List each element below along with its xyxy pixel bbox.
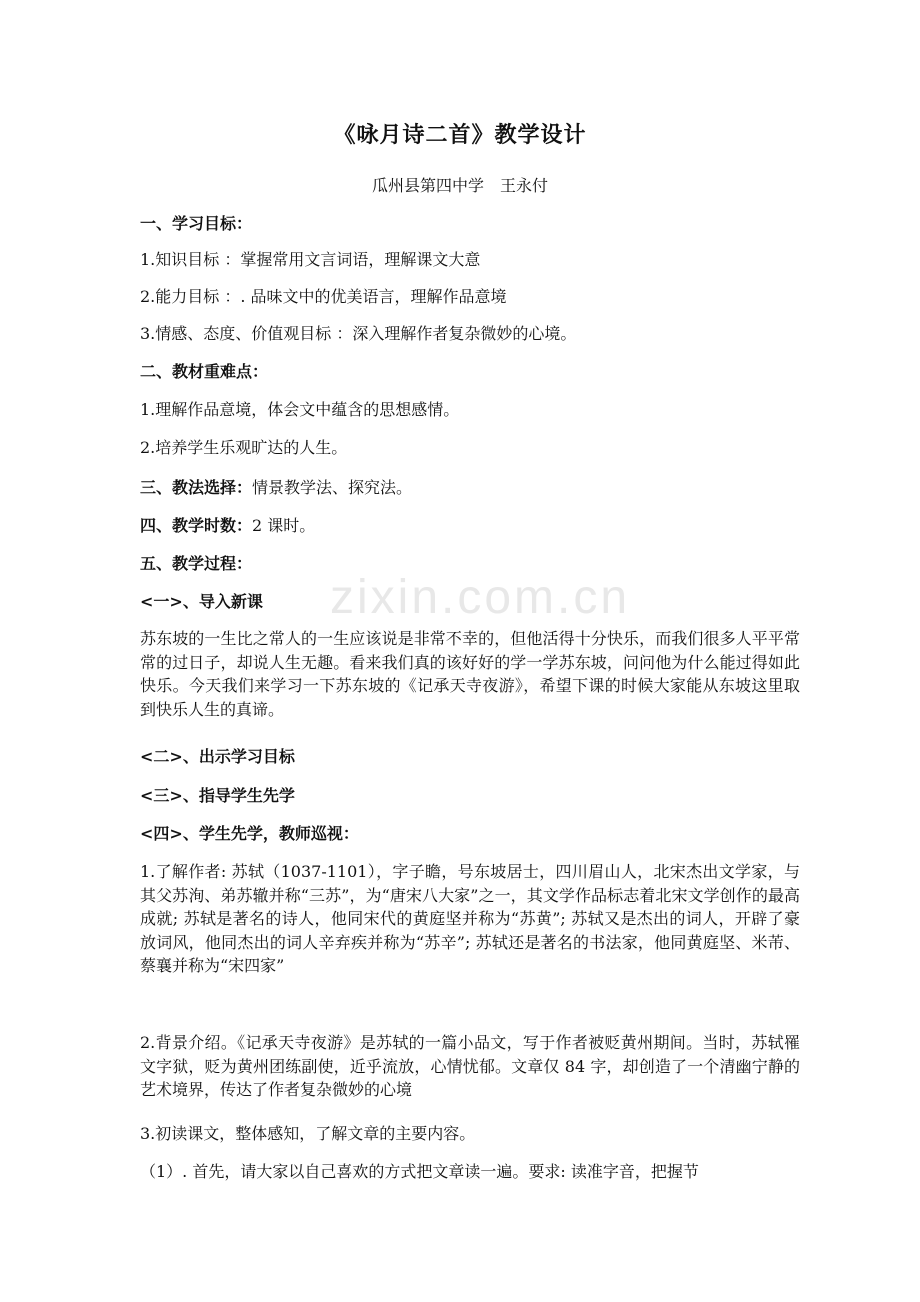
section-heading-hours: 四、教学时数： (140, 516, 253, 535)
step-heading-objectives: <二>、出示学习目标 (140, 747, 295, 766)
first-reading-line: 3.初读课文，整体感知，了解文章的主要内容。 (140, 1124, 476, 1143)
background-paragraph: 2.背景介绍。《记承天寺夜游》是苏轼的一篇小品文，写于作者被贬黄州期间。当时，苏轼罹文字狱，贬为黄州团练副使，近乎流放，心情忧郁。文章仅 84 字，却创造了一个清幽宁静的艺术境界，传达了作者复杂微妙的心境 (140, 1033, 800, 1099)
step-heading-intro: <一>、导入新课 (140, 592, 263, 611)
document-title: 《咏月诗二首》教学设计 (333, 122, 587, 148)
step-heading-guide: <三>、指导学生先学 (140, 786, 295, 805)
objective-ability: 2.能力目标 ：. 品味文中的优美语言，理解作品意境 (140, 287, 507, 306)
section-heading-process: 五、教学过程： (140, 554, 253, 573)
section-methods (140, 476, 800, 500)
section-heading-objectives: 一、学习目标： (140, 214, 253, 233)
key-point-1: 1.理解作品意境，体会文中蕴含的思想感情。 (140, 400, 460, 419)
watermark: zixin.com.cn (330, 571, 631, 624)
section-hours (140, 514, 800, 538)
key-point-2: 2.培养学生乐观旷达的人生。 (140, 438, 348, 457)
objective-knowledge: 1.知识目标 ：掌握常用文言词语，理解课文大意 (140, 250, 481, 269)
section-heading-key-points: 二、教材重难点： (140, 362, 269, 381)
reading-instruction-line: （1）. 首先，请大家以自己喜欢的方式把文章读一遍。要求: 读准字音，把握节 (140, 1162, 699, 1181)
hours-text: 2 课时。 (252, 516, 316, 535)
author-intro-paragraph: 1.了解作者: 苏轼（1037-1101），字子瞻，号东坡居士，四川眉山人，北宋杰出文学家，与其父苏洵、弟苏辙并称“三苏”，为“唐宋八大家”之一，其文学作品标志着北宋文学创作的最高成就; 苏轼是著名的诗人，他同宋代的黄庭坚并称为“苏黄”; 苏轼又是杰出的词人，开辟了豪放词风，他同杰出的词人辛弃疾并称为“苏辛”; 苏轼还是著名的书法家，他同黄庭坚、米芾、蔡襄并称为“宋四家” (140, 862, 800, 975)
section-heading-methods: 三、教法选择： (140, 478, 253, 497)
objective-emotion: 3.情感、态度、价值观目标 ：深入理解作者复杂微妙的心境。 (140, 324, 577, 343)
intro-paragraph: 苏东坡的一生比之常人的一生应该说是非常不幸的，但他活得十分快乐，而我们很多人平平常常的过日子，却说人生无趣。看来我们真的该好好的学一学苏东坡，问问他为什么能过得如此快乐。今天我们来学习一下苏东坡的《记承天寺夜游》，希望下课的时候大家能从东坡这里取到快乐人生的真谛。 (140, 629, 800, 719)
methods-text: 情景教学法、探究法。 (252, 478, 413, 497)
author-line: 瓜州县第四中学 王永付 (371, 176, 548, 195)
step-heading-self-study: <四>、学生先学，教师巡视： (140, 824, 359, 843)
